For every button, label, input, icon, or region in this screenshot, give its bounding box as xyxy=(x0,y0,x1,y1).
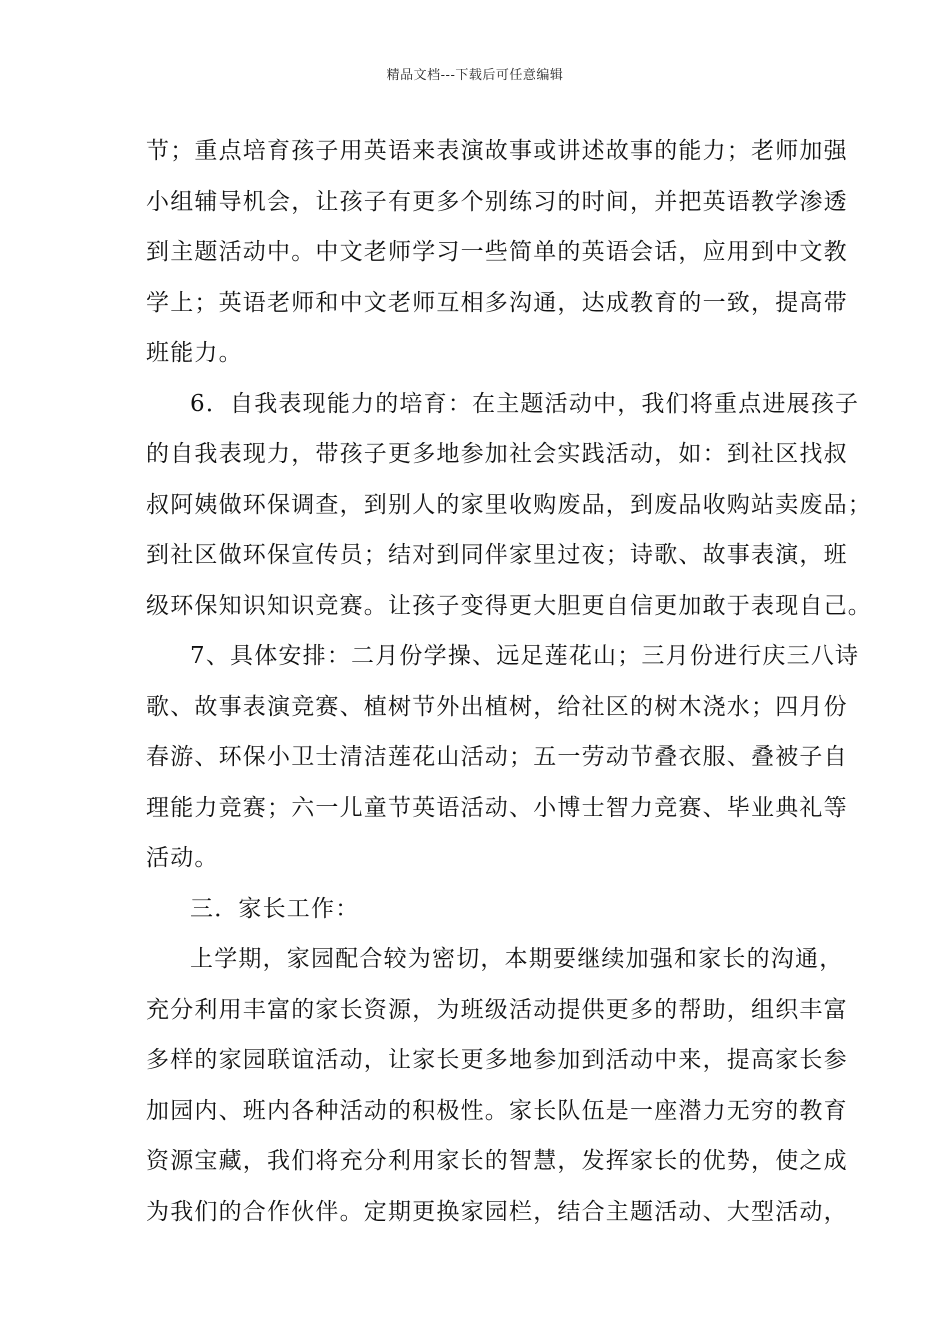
text-line: 班能力。 xyxy=(146,340,243,366)
paragraph-english-teaching xyxy=(146,126,848,379)
document-body xyxy=(146,126,872,1237)
text-line: 充分利用丰富的家长资源，为班级活动提供更多的帮助，组织丰富 xyxy=(146,996,848,1023)
text-line: 的自我表现力，带孩子更多地参加社会实践活动，如：到社区找叔 xyxy=(146,441,848,467)
section-heading: 三．家长工作： xyxy=(190,895,360,922)
text-line: 为我们的合作伙伴。定期更换家园栏，结合主题活动、大型活动， xyxy=(146,1198,848,1225)
section-heading-parent-work xyxy=(146,884,826,935)
paragraph-parent-work xyxy=(146,934,848,1237)
text-line: 小组辅导机会，让孩子有更多个别练习的时间，并把英语教学渗透 xyxy=(146,188,848,215)
text-line: 7、具体安排：二月份学操、远足莲花山；三月份进行庆三八诗 xyxy=(190,643,860,669)
text-line: 学上；英语老师和中文老师互相多沟通，达成教育的一致，提高带 xyxy=(146,289,848,316)
text-line: 资源宝藏，我们将充分利用家长的智慧，发挥家长的优势，使之成 xyxy=(146,1148,848,1174)
text-line: 6．自我表现能力的培育：在主题活动中，我们将重点进展孩子 xyxy=(190,390,860,417)
text-line: 加园内、班内各种活动的积极性。家长队伍是一座潜力无穷的教育 xyxy=(146,1097,848,1124)
page-header: 精品文档---下载后可任意编辑 xyxy=(386,68,564,83)
paragraph-self-expression xyxy=(146,379,872,632)
text-line: 歌、故事表演竞赛、植树节外出植树，给社区的树木浇水；四月份 xyxy=(146,693,848,720)
text-line: 理能力竞赛；六一儿童节英语活动、小博士智力竞赛、毕业典礼等 xyxy=(146,794,848,821)
text-line: 多样的家园联谊活动，让家长更多地参加到活动中来，提高家长参 xyxy=(146,1047,848,1073)
text-line: 春游、环保小卫士清洁莲花山活动；五一劳动节叠衣服、叠被子自 xyxy=(146,744,848,770)
text-line: 上学期，家园配合较为密切，本期要继续加强和家长的沟通， xyxy=(190,946,844,972)
paragraph-schedule xyxy=(146,631,860,884)
text-line: 到主题活动中。中文老师学习一些简单的英语会话，应用到中文教 xyxy=(146,239,848,265)
text-line: 节；重点培育孩子用英语来表演故事或讲述故事的能力；老师加强 xyxy=(146,138,848,164)
text-line: 活动。 xyxy=(146,845,219,871)
text-line: 级环保知识知识竞赛。让孩子变得更大胆更自信更加敢于表现自己。 xyxy=(146,592,872,619)
text-line: 叔阿姨做环保调查，到别人的家里收购废品，到废品收购站卖废品； xyxy=(146,491,872,518)
text-line: 到社区做环保宣传员；结对到同伴家里过夜；诗歌、故事表演，班 xyxy=(146,542,848,568)
